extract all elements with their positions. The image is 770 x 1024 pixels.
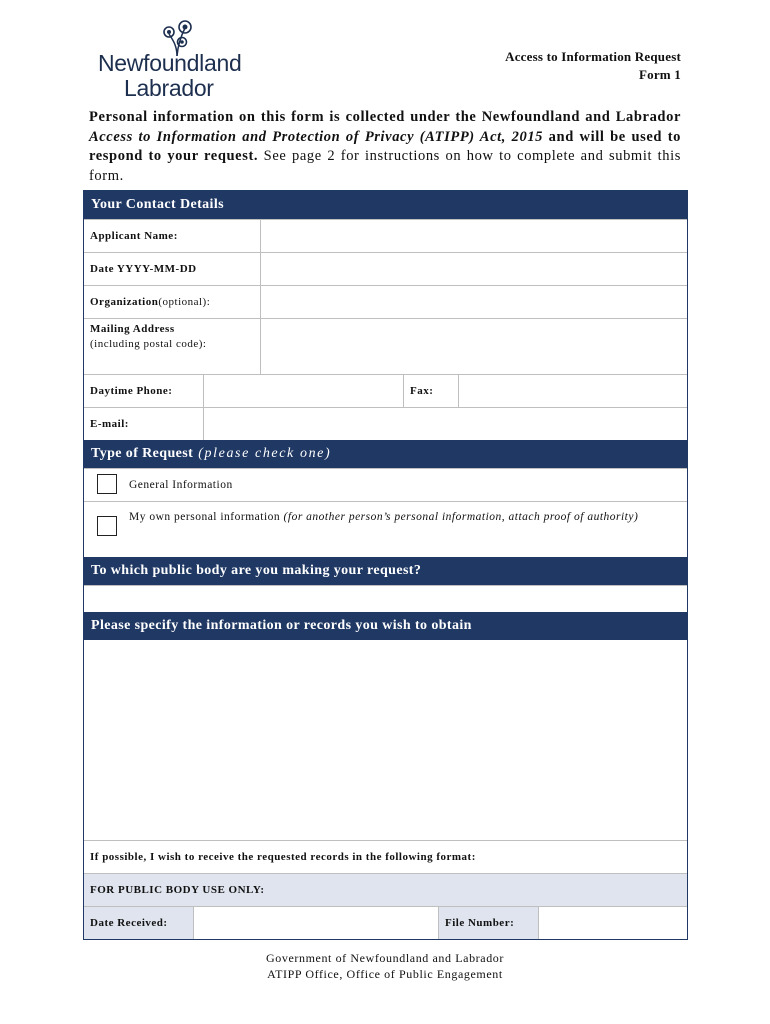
- mailing-address-field[interactable]: [261, 319, 687, 374]
- logo-line-2: Labrador: [124, 75, 214, 101]
- personal-info-option: [84, 501, 687, 557]
- phone-fax-row: [84, 374, 687, 407]
- form-number: Form 1: [639, 67, 681, 82]
- applicant-name-label: Applicant Name:: [84, 220, 261, 252]
- form-header: [505, 48, 681, 84]
- fax-label: Fax:: [404, 375, 459, 407]
- request-type-title: Type of Request: [91, 446, 194, 461]
- daytime-phone-field[interactable]: [204, 375, 404, 407]
- footer-line-2: ATIPP Office, Office of Public Engagement: [267, 967, 503, 981]
- intro-act-name: Access to Information and Protection of Privacy (ATIPP) Act, 2015: [89, 128, 544, 145]
- newfoundland-labrador-logo: [96, 20, 256, 100]
- date-received-label: Date Received:: [84, 907, 194, 939]
- office-use-label: FOR PUBLIC BODY USE ONLY:: [90, 884, 265, 896]
- general-info-label: General Information: [129, 479, 233, 491]
- mailing-address-row: [84, 318, 687, 374]
- organization-label-cell: [84, 286, 261, 318]
- fax-field[interactable]: [459, 375, 687, 407]
- applicant-name-row: [84, 219, 687, 252]
- intro-bold-1: Personal information on this form is collected under the Newfoundland and Labrador: [89, 109, 681, 125]
- mailing-address-note: (including postal code):: [90, 338, 207, 350]
- intro-instructions: See page 2 for instructions on how to complete and submit this form.: [89, 148, 681, 184]
- personal-info-label: My own personal information: [129, 511, 281, 523]
- records-field[interactable]: [84, 640, 687, 840]
- file-number-field[interactable]: [539, 907, 687, 939]
- personal-info-checkbox[interactable]: [97, 516, 117, 536]
- personal-info-label-cell: [129, 502, 646, 557]
- organization-optional: (optional):: [158, 296, 211, 308]
- office-use-fields-row: [84, 906, 687, 939]
- applicant-name-field[interactable]: [261, 220, 687, 252]
- footer-line-1: Government of Newfoundland and Labrador: [266, 951, 504, 965]
- file-number-label: File Number:: [439, 907, 539, 939]
- format-label: If possible, I wish to receive the requested records in the following format:: [90, 851, 476, 863]
- public-body-heading: To which public body are you making your request?: [84, 557, 687, 585]
- mailing-address-label: Mailing Address: [90, 323, 175, 335]
- public-body-field[interactable]: [84, 585, 687, 612]
- contact-details-heading: Your Contact Details: [84, 191, 687, 219]
- intro-bold-2: and will be used to respond to your request.: [89, 128, 681, 164]
- form-title: Access to Information Request: [505, 49, 681, 64]
- page-footer: [0, 950, 770, 982]
- office-use-row: [84, 873, 687, 906]
- format-row: [84, 840, 687, 873]
- email-label: E-mail:: [84, 408, 204, 440]
- general-info-option: [84, 468, 687, 501]
- intro-paragraph: [89, 108, 681, 186]
- request-type-note: (please check one): [193, 446, 332, 461]
- email-row: [84, 407, 687, 440]
- date-row: [84, 252, 687, 285]
- request-form: [83, 190, 688, 940]
- personal-info-note: (for another person’s personal information, attach proof of authority): [280, 511, 639, 523]
- organization-label: Organization: [90, 296, 159, 308]
- records-heading: Please specify the information or records you wish to obtain: [84, 612, 687, 640]
- date-label: Date YYYY-MM-DD: [84, 253, 261, 285]
- logo-line-1: Newfoundland: [98, 50, 242, 76]
- daytime-phone-label: Daytime Phone:: [84, 375, 204, 407]
- date-received-field[interactable]: [194, 907, 439, 939]
- date-field[interactable]: [261, 253, 687, 285]
- request-type-heading: [84, 440, 687, 468]
- organization-field[interactable]: [261, 286, 687, 318]
- general-info-checkbox[interactable]: [97, 474, 117, 494]
- organization-row: [84, 285, 687, 318]
- mailing-address-label-cell: [84, 319, 261, 374]
- email-field[interactable]: [204, 408, 687, 440]
